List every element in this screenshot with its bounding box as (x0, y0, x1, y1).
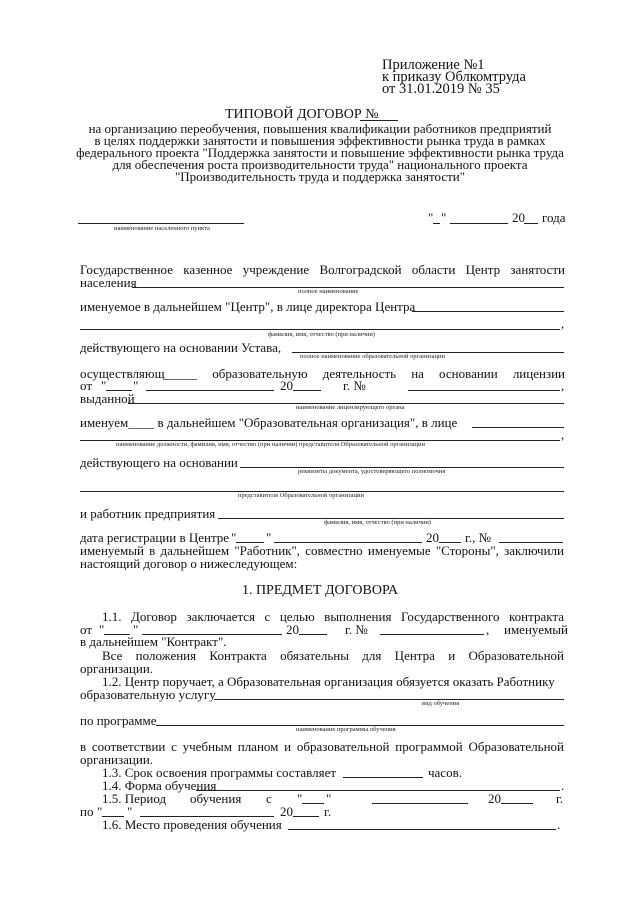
director-blank (412, 311, 564, 312)
title-subline-1: на организацию переобучения, повышения квалификации работников предприятий (88, 121, 552, 136)
p14-text: 1.4. Форма обучения (102, 778, 217, 793)
license-from: от (80, 378, 93, 393)
license-number-blank (408, 390, 560, 391)
accord-line1: в соответствии с учебным планом и образовательной программой Образовательной (80, 739, 564, 754)
director-fio-caption: фамилия, имя, отчество (при наличии) (268, 331, 375, 338)
p12-line1: Все положения Контракта обязательны для Центра и Образовательной (102, 648, 564, 663)
org-rep-caption: наименование должности, фамилия, имя, отчество (при наличии) представителя Образовательной организации (116, 441, 425, 448)
program-text: по программе (80, 713, 157, 728)
period-mark: . (561, 778, 565, 793)
appendix-line-1: Приложение №1 (382, 57, 485, 73)
org-name-caption: полное наименование образовательной организации (300, 353, 445, 360)
quote-mark: " (266, 530, 272, 545)
p15-day-blank (302, 803, 324, 804)
date-quote-close: " (441, 210, 447, 225)
p15-to: по (80, 804, 94, 819)
quote-mark: " (127, 804, 133, 819)
p15-year-blank (501, 803, 533, 804)
director-fio-blank (80, 329, 560, 330)
license-year: 20 (280, 378, 293, 393)
title-subline-5: "Производительность труда и поддержка занятости" (174, 169, 466, 184)
license-gnum: г. № (343, 378, 366, 393)
p13-hours: часов. (428, 765, 462, 780)
license-quote-open: " (101, 378, 107, 393)
worker-named-text: именуемый в дальнейшем "Работник", совместно именуемые "Стороны", заключили (80, 543, 564, 558)
p11-from: от (80, 622, 93, 637)
accord-line2: организации. (80, 752, 154, 767)
date-quote-open: " (428, 210, 434, 225)
quote-mark: " (99, 622, 105, 637)
p11-named: именуемый (504, 622, 568, 637)
title-subline-2: в целях поддержки занятости и повышения эффективности рынка труда в рамках (94, 133, 546, 148)
license-word-4: на (411, 366, 424, 381)
license-word-1: осуществляющ_____ (80, 366, 198, 381)
acting-ustav-text: действующего на основании Устава, (80, 340, 282, 355)
place-caption: наименование населенного пункта (114, 225, 210, 232)
date-year-suffix: года (542, 210, 566, 225)
period-mark: . (557, 817, 561, 832)
authority-doc-caption: реквизиты документа, удостоверяющего полномочия (298, 468, 446, 475)
p15-year2-blank (293, 816, 319, 817)
center-name-caption: полное наименование (298, 288, 359, 295)
license-word-5: основании (439, 366, 498, 381)
p11-number-blank (380, 634, 484, 635)
appendix-line-2: к приказу Облкомтруда (382, 69, 526, 85)
licensing-body-caption: наименование лицензирующего органа (296, 404, 405, 411)
p15-g2: г. (324, 804, 332, 819)
reg-year: 20 (426, 530, 439, 545)
license-word-3: деятельность (322, 366, 397, 381)
p11-year: 20 (286, 622, 299, 637)
p16-text: 1.6. Место проведения обучения (102, 817, 282, 832)
p11-contract: в дальнейшем "Контракт". (80, 634, 227, 649)
quote-mark: " (133, 622, 139, 637)
center-named-text: именуемое в дальнейшем "Центр", в лице директора Центра (80, 299, 416, 314)
p13-text: 1.3. Срок освоения программы составляет (102, 765, 337, 780)
license-line (80, 367, 565, 381)
p15-s: с (266, 791, 272, 806)
date-year-prefix: 20 (512, 210, 525, 225)
license-month-blank (146, 390, 274, 391)
p14-blank (196, 790, 560, 791)
p11-gnum: г. № (345, 622, 368, 637)
kind-caption: вид обучения (422, 700, 460, 707)
concluded-text: настоящий договор о нижеследующем: (80, 556, 298, 571)
quote-mark: " (297, 791, 303, 806)
org-rep-blank (472, 427, 564, 428)
contract-title: ТИПОВОЙ ДОГОВОР № (225, 107, 379, 122)
comma-mark: , (486, 622, 490, 637)
kind-blank (214, 699, 564, 700)
p15-month-blank (372, 803, 468, 804)
date-month-blank (450, 223, 508, 224)
p12-line2: организации. (80, 661, 154, 676)
license-quote-close: " (133, 378, 139, 393)
p16-blank (288, 829, 556, 830)
appendix-line-3: от 31.01.2019 № 35 (382, 81, 500, 97)
date-year-blank (524, 223, 538, 224)
quote-mark: " (326, 791, 332, 806)
p15-obucheniya: обучения (190, 791, 242, 806)
reg-date-text: дата регистрации в Центре (80, 530, 230, 545)
p11-year-blank (299, 634, 327, 635)
program-caption: наименование программы обучения (296, 726, 396, 733)
org-rep-org-caption: представителя Образовательной организации (238, 492, 364, 499)
p15-year: 20 (488, 791, 501, 806)
place-blank (78, 223, 244, 224)
p15-period: 1.5. Период (102, 791, 167, 806)
comma-mark: , (561, 316, 565, 331)
issued-text: выданной (80, 391, 135, 406)
worker-text: и работник предприятия (80, 506, 216, 521)
license-word-2: образовательную (212, 366, 308, 381)
worker-fio-caption: фамилия, имя, отчество (при наличии) (324, 519, 431, 526)
center-name-line2: населения (80, 275, 137, 290)
center-name-line1: Государственное казенное учреждение Волгоградской области Центр занятости (80, 262, 565, 277)
license-word-6: лицензии (512, 366, 565, 381)
p12c-line1: 1.2. Центр поручает, а Образовательная организация обязуется оказать Работнику (102, 674, 555, 689)
comma-mark: , (561, 378, 565, 393)
reg-num-text: г., № (465, 530, 492, 545)
p15-year2: 20 (280, 804, 293, 819)
section-1-heading: 1. ПРЕДМЕТ ДОГОВОРА (241, 583, 399, 598)
quote-mark: " (231, 530, 237, 545)
comma-mark: , (561, 427, 565, 442)
p13-hours-blank (343, 777, 423, 778)
date-day-blank (433, 223, 440, 224)
p15-g: г. (556, 791, 564, 806)
quote-mark: " (97, 804, 103, 819)
p11-line1: 1.1. Договор заключается с целью выполнения Государственного контракта (102, 609, 564, 624)
title-subline-4: для обеспечения роста производительности труда" национального проекта (112, 157, 528, 172)
title-subline-3: федерального проекта "Поддержка занятости и повышение эффективности рынка труда (76, 145, 564, 160)
p12c-line2: образовательную услугу (80, 687, 216, 702)
license-year-blank (293, 390, 321, 391)
acting-basis-text: действующего на основании (80, 455, 238, 470)
org-named-text: именуем____ в дальнейшем "Образовательная организация", в лице (80, 415, 458, 430)
